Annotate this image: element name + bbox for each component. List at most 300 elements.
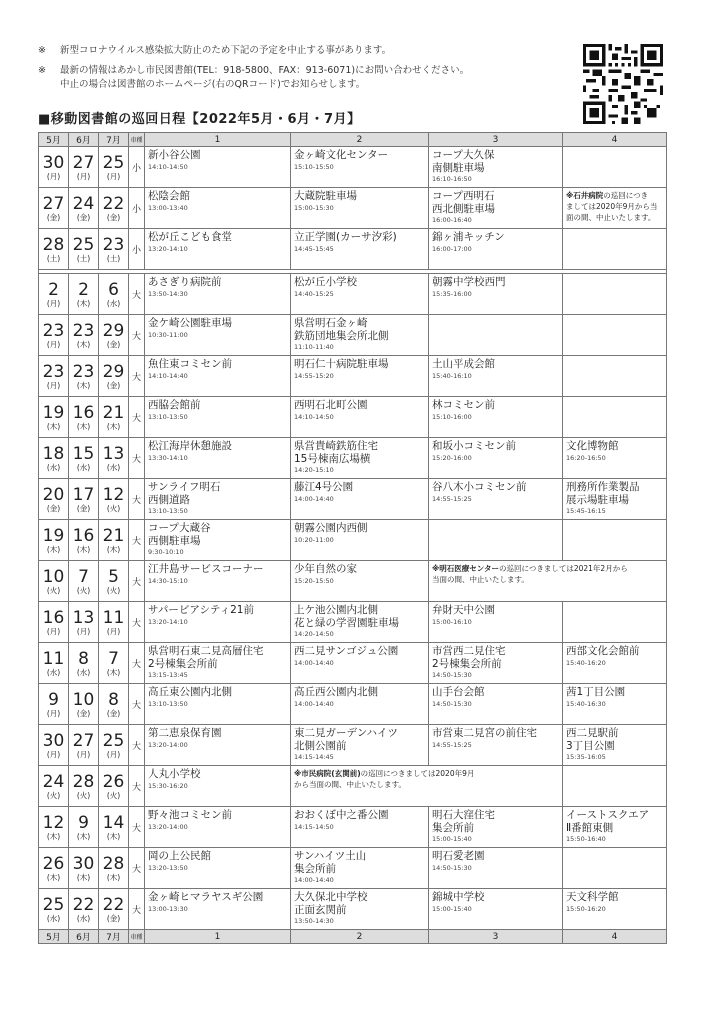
stop-name: 茜1丁目公園	[566, 686, 626, 698]
stop-time: 9:30-10:10	[148, 548, 184, 556]
stop-time: 15:35-16:05	[566, 753, 606, 761]
date-weekday: (土)	[46, 253, 61, 263]
stop-time: 16:20-16:50	[566, 453, 606, 462]
stop-time: 15:30-16:20	[148, 781, 188, 790]
stop-name: 展示場駐車場	[566, 493, 629, 506]
stop-name: Ⅱ番館東側	[566, 821, 614, 834]
stop-cell	[429, 356, 563, 397]
footer-july: 7月	[99, 930, 129, 944]
date-weekday: (木)	[46, 831, 61, 841]
stop-name: 谷八木小コミセン前	[432, 481, 527, 493]
stop-cell	[145, 188, 291, 229]
date-weekday: (火)	[76, 585, 91, 595]
stop-time: 15:00-15:40	[432, 835, 472, 843]
stop-note: 面の間、中止いたします。	[566, 213, 656, 222]
footer-stop-1: 1	[145, 930, 291, 944]
stop-name: 正面玄関前	[294, 903, 347, 916]
date-cell	[39, 766, 69, 807]
date-weekday: (木)	[76, 872, 91, 882]
date-cell	[99, 188, 129, 229]
date-weekday: (木)	[76, 339, 91, 349]
stop-name: 立正学園(カーサ汐彩)	[294, 231, 397, 243]
date-day: 2	[78, 279, 89, 300]
date-day: 10	[42, 566, 65, 587]
notice-line	[38, 64, 469, 92]
table-row	[39, 229, 667, 270]
stop-name: 和坂小コミセン前	[432, 440, 516, 452]
stop-cell	[429, 274, 563, 315]
stop-time: 15:50-16:40	[566, 835, 606, 843]
stop-cell	[429, 520, 563, 561]
stop-time: 11:10-11:40	[294, 343, 334, 351]
date-day: 27	[72, 152, 95, 173]
stop-cell	[563, 848, 667, 889]
date-weekday: (木)	[76, 380, 91, 390]
stop-name: おおくぼ中之番公園	[294, 809, 389, 821]
date-cell	[39, 229, 69, 270]
table-row	[39, 602, 667, 643]
stop-name: 錦城中学校	[432, 891, 485, 903]
date-day: 30	[42, 730, 65, 751]
stop-name: 県営明石金ヶ崎	[294, 317, 368, 329]
date-cell	[69, 147, 99, 188]
date-day: 23	[72, 361, 95, 382]
date-cell	[99, 889, 129, 930]
date-day: 28	[72, 771, 95, 792]
table-footer	[39, 930, 667, 944]
date-day: 2	[48, 279, 59, 300]
vehicle-type: 大	[129, 274, 145, 315]
stop-cell	[291, 188, 429, 229]
stop-cell	[563, 356, 667, 397]
stop-cell	[563, 229, 667, 270]
vehicle-type: 大	[129, 561, 145, 602]
notice-text-line: 最新の情報はあかし市民図書館(TEL：918-5800、FAX：913-6071)にお問い合わせください。	[60, 65, 470, 76]
stop-time: 16:00-17:00	[432, 244, 472, 253]
stop-cell	[429, 684, 563, 725]
vehicle-type: 大	[129, 520, 145, 561]
stop-time: 10:30-11:00	[148, 330, 188, 339]
stop-time: 13:20-13:50	[148, 863, 188, 872]
date-weekday: (月)	[76, 171, 91, 181]
stop-time: 13:15-13:45	[148, 671, 188, 679]
date-cell	[69, 274, 99, 315]
date-day: 14	[102, 812, 125, 833]
date-cell	[69, 229, 99, 270]
stop-cell	[145, 520, 291, 561]
stop-cell	[291, 561, 429, 602]
stop-name: 少年自然の家	[294, 563, 357, 575]
stop-name: サンハイツ土山	[294, 850, 367, 862]
stop-name: 西明石北町公園	[294, 399, 368, 411]
stop-time: 15:00-16:10	[432, 617, 472, 626]
date-weekday: (金)	[106, 212, 121, 222]
stop-name: 北側公園前	[294, 739, 347, 752]
stop-cell	[145, 848, 291, 889]
stop-cell	[563, 889, 667, 930]
table-row	[39, 643, 667, 684]
stop-time: 15:00-15:40	[432, 904, 472, 913]
date-cell	[39, 397, 69, 438]
date-day: 11	[42, 648, 65, 669]
stop-cell	[429, 229, 563, 270]
date-day: 21	[102, 525, 125, 546]
stop-name: サンライフ明石	[148, 481, 221, 493]
date-day: 19	[42, 525, 65, 546]
footer-june: 6月	[69, 930, 99, 944]
date-day: 19	[42, 402, 65, 423]
date-cell	[99, 356, 129, 397]
vehicle-type: 大	[129, 766, 145, 807]
stop-name: 土山平成会館	[432, 358, 495, 370]
date-weekday: (火)	[46, 790, 61, 800]
stop-cell	[563, 479, 667, 520]
stop-name: コープ大久保	[432, 149, 495, 161]
vehicle-type: 大	[129, 602, 145, 643]
stop-name: 市営東二見宮の前住宅	[432, 727, 537, 739]
date-cell	[69, 561, 99, 602]
schedule-table	[38, 132, 667, 944]
date-cell	[99, 274, 129, 315]
stop-cell	[429, 643, 563, 684]
footer-stop-3: 3	[429, 930, 563, 944]
date-day: 16	[72, 402, 95, 423]
stop-cell	[563, 725, 667, 766]
stop-name: 松江海岸休憩施設	[148, 440, 232, 452]
date-day: 20	[42, 484, 65, 505]
stop-time: 14:40-15:25	[294, 289, 334, 298]
table-row	[39, 315, 667, 356]
stop-cell	[429, 889, 563, 930]
date-cell	[99, 520, 129, 561]
table-row	[39, 356, 667, 397]
date-cell	[39, 356, 69, 397]
stop-cell	[145, 356, 291, 397]
stop-name: 15号棟南広場横	[294, 452, 371, 465]
date-day: 29	[102, 320, 125, 341]
stop-name: 新小谷公園	[148, 149, 201, 161]
date-weekday: (金)	[106, 339, 121, 349]
date-weekday: (木)	[46, 421, 61, 431]
stop-cell	[291, 438, 429, 479]
stop-cell	[563, 147, 667, 188]
date-weekday: (火)	[46, 585, 61, 595]
stop-name: 林コミセン前	[432, 399, 495, 411]
date-weekday: (月)	[106, 749, 121, 759]
header-stop-4: 4	[563, 133, 667, 147]
stop-cell	[145, 438, 291, 479]
stop-cell	[145, 684, 291, 725]
stop-name: 県営明石東二見高層住宅	[148, 645, 264, 657]
stop-cell	[291, 315, 429, 356]
stop-name: 西脇会館前	[148, 399, 201, 411]
date-weekday: (月)	[106, 171, 121, 181]
table-header	[39, 133, 667, 147]
date-day: 13	[72, 607, 95, 628]
footer-stop-4: 4	[563, 930, 667, 944]
stop-name: 山手台会館	[432, 686, 485, 698]
stop-time: 13:00-13:30	[148, 904, 188, 913]
date-weekday: (木)	[106, 831, 121, 841]
stop-cell	[291, 848, 429, 889]
stop-cell	[291, 397, 429, 438]
vehicle-type: 大	[129, 397, 145, 438]
stop-time: 13:50-14:30	[148, 289, 188, 298]
stop-name: 明石大窪住宅	[432, 809, 495, 821]
date-cell	[99, 147, 129, 188]
date-weekday: (木)	[76, 544, 91, 554]
date-day: 26	[42, 853, 65, 874]
date-cell	[69, 479, 99, 520]
stop-time: 13:20-14:00	[148, 822, 188, 831]
stop-time: 13:10-13:50	[148, 507, 188, 515]
date-weekday: (木)	[106, 421, 121, 431]
vehicle-type: 小	[129, 147, 145, 188]
date-cell	[39, 684, 69, 725]
stop-note: ※明石医療センターの巡回につきましては2021年2月から	[432, 564, 628, 573]
stop-time: 14:15-14:45	[294, 753, 334, 761]
date-cell	[69, 356, 99, 397]
date-day: 23	[102, 234, 125, 255]
date-weekday: (水)	[46, 667, 61, 677]
date-weekday: (木)	[76, 421, 91, 431]
date-day: 9	[48, 689, 59, 710]
date-weekday: (水)	[106, 462, 121, 472]
date-cell	[99, 561, 129, 602]
table-row	[39, 766, 667, 807]
date-day: 12	[42, 812, 65, 833]
stop-name: 松陰会館	[148, 190, 190, 202]
stop-name: 松が丘小学校	[294, 276, 357, 288]
stop-name: 東二見ガーデンハイツ	[294, 727, 399, 739]
date-day: 9	[78, 812, 89, 833]
date-weekday: (土)	[76, 253, 91, 263]
notice-mark: ※	[38, 65, 46, 76]
vehicle-type: 大	[129, 684, 145, 725]
date-cell	[69, 397, 99, 438]
page-title: ■移動図書館の巡回日程【2022年5月・6月・7月】	[38, 112, 361, 127]
vehicle-type: 小	[129, 188, 145, 229]
header-stop-1: 1	[145, 133, 291, 147]
date-day: 16	[42, 607, 65, 628]
date-weekday: (月)	[46, 749, 61, 759]
stop-name: 岡の上公民館	[148, 850, 211, 862]
date-cell	[39, 643, 69, 684]
date-weekday: (火)	[106, 790, 121, 800]
stop-name: 3丁目公園	[566, 739, 615, 752]
date-weekday: (水)	[106, 298, 121, 308]
date-cell	[99, 766, 129, 807]
stop-note: 当面の間、中止いたします。	[432, 575, 529, 584]
stop-cell	[291, 602, 429, 643]
table-row	[39, 188, 667, 229]
date-day: 8	[78, 648, 89, 669]
date-day: 27	[42, 193, 65, 214]
date-cell	[39, 520, 69, 561]
stop-name: 高丘東公園内北側	[148, 686, 232, 698]
stop-cell	[429, 479, 563, 520]
date-weekday: (月)	[76, 749, 91, 759]
date-day: 24	[72, 193, 95, 214]
stop-name: 集会所前	[432, 821, 474, 834]
stop-note: から当面の間、中止いたします。	[294, 780, 406, 789]
stop-cell	[145, 725, 291, 766]
stop-cell	[145, 397, 291, 438]
date-weekday: (水)	[76, 667, 91, 677]
stop-name: 西部文化会館前	[566, 645, 640, 657]
stop-time: 14:15-14:50	[294, 822, 334, 831]
stop-time: 14:55-15:25	[432, 494, 472, 503]
date-day: 26	[102, 771, 125, 792]
notice-mark: ※	[38, 45, 46, 56]
date-weekday: (月)	[46, 298, 61, 308]
date-cell	[39, 807, 69, 848]
stop-cell	[563, 438, 667, 479]
date-cell	[39, 147, 69, 188]
qr-code-icon[interactable]	[583, 44, 663, 124]
date-cell	[69, 520, 99, 561]
stop-cell	[291, 889, 429, 930]
date-weekday: (水)	[76, 913, 91, 923]
stop-time: 16:10-16:50	[432, 175, 472, 183]
date-weekday: (月)	[46, 171, 61, 181]
date-day: 22	[102, 894, 125, 915]
date-cell	[39, 889, 69, 930]
stop-cell	[145, 602, 291, 643]
stop-time: 15:40-16:10	[432, 371, 472, 380]
stop-cell	[291, 147, 429, 188]
stop-cell	[563, 315, 667, 356]
date-weekday: (月)	[46, 339, 61, 349]
date-cell	[99, 397, 129, 438]
table-row	[39, 725, 667, 766]
date-cell	[69, 848, 99, 889]
date-cell	[69, 602, 99, 643]
stop-time: 15:10-16:00	[432, 412, 472, 421]
stop-time: 14:00-14:40	[294, 658, 334, 667]
stop-cell	[291, 725, 429, 766]
date-day: 17	[72, 484, 95, 505]
date-weekday: (木)	[106, 872, 121, 882]
stop-time: 15:40-16:30	[566, 699, 606, 708]
vehicle-type: 大	[129, 643, 145, 684]
stop-name: 人丸小学校	[148, 768, 201, 780]
date-day: 30	[42, 152, 65, 173]
stop-cell	[563, 520, 667, 561]
header-stop-2: 2	[291, 133, 429, 147]
footer-stop-2: 2	[291, 930, 429, 944]
date-weekday: (金)	[76, 503, 91, 513]
date-weekday: (木)	[106, 544, 121, 554]
date-cell	[69, 807, 99, 848]
stop-name: 野々池コミセン前	[148, 809, 232, 821]
stop-time: 16:00-16:40	[432, 216, 472, 224]
date-cell	[39, 561, 69, 602]
date-day: 25	[72, 234, 95, 255]
stop-time: 14:50-15:30	[432, 863, 472, 872]
header-vehicle: 車種	[129, 133, 145, 147]
stop-time: 14:50-15:30	[432, 671, 472, 679]
date-weekday: (火)	[106, 585, 121, 595]
stop-name: コープ大蔵谷	[148, 522, 211, 534]
stop-name: あさぎり病院前	[148, 276, 222, 288]
stop-cell	[145, 889, 291, 930]
stop-time: 14:55-15:25	[432, 740, 472, 749]
date-weekday: (土)	[106, 253, 121, 263]
date-day: 18	[42, 443, 65, 464]
stop-cell	[429, 438, 563, 479]
stop-name: 大蔵院駐車場	[294, 190, 357, 202]
date-day: 25	[102, 730, 125, 751]
table-row	[39, 807, 667, 848]
stop-cell	[291, 520, 429, 561]
stop-cell	[291, 479, 429, 520]
stop-cell	[563, 188, 667, 229]
stop-name: 大久保北中学校	[294, 891, 368, 903]
stop-name: 2号棟集会所前	[432, 657, 502, 670]
date-cell	[99, 479, 129, 520]
stop-name: 上ケ池公園内北側	[294, 604, 378, 616]
date-day: 28	[42, 234, 65, 255]
stop-name: 松が丘こども食堂	[148, 231, 232, 243]
date-cell	[69, 725, 99, 766]
vehicle-type: 大	[129, 315, 145, 356]
date-cell	[99, 643, 129, 684]
stop-name: 西側道路	[148, 493, 190, 506]
notice-line	[38, 44, 469, 58]
stop-time: 15:35-16:00	[432, 289, 472, 298]
stop-time: 14:45-15:45	[294, 244, 334, 253]
stop-time: 15:20-15:50	[294, 576, 334, 585]
stop-name: 錦ヶ浦キッチン	[432, 231, 505, 243]
date-weekday: (火)	[76, 790, 91, 800]
date-day: 7	[78, 566, 89, 587]
date-weekday: (月)	[106, 626, 121, 636]
date-cell	[69, 766, 99, 807]
vehicle-type: 小	[129, 229, 145, 270]
stop-time: 14:30-15:10	[148, 576, 188, 585]
stop-cell	[429, 188, 563, 229]
date-day: 7	[108, 648, 119, 669]
date-cell	[69, 188, 99, 229]
stop-cell	[291, 684, 429, 725]
date-weekday: (金)	[46, 212, 61, 222]
date-day: 25	[42, 894, 65, 915]
stop-cell	[145, 274, 291, 315]
table-row	[39, 438, 667, 479]
stop-time: 15:45-16:15	[566, 507, 606, 515]
date-cell	[69, 643, 99, 684]
header-july: 7月	[99, 133, 129, 147]
notice-text-line: 新型コロナウイルス感染拡大防止のため下記の予定を中止する事があります。	[60, 45, 392, 56]
date-cell	[39, 315, 69, 356]
stop-cell	[291, 274, 429, 315]
stop-cell	[145, 479, 291, 520]
date-day: 5	[108, 566, 119, 587]
date-cell	[69, 889, 99, 930]
table-row	[39, 684, 667, 725]
stop-cell	[145, 561, 291, 602]
stop-name: 江井島サービスコーナー	[148, 563, 264, 575]
footer-may: 5月	[39, 930, 69, 944]
date-weekday: (金)	[76, 212, 91, 222]
stop-time: 14:10-14:40	[148, 371, 188, 380]
notice-text	[60, 64, 469, 92]
stop-cell	[563, 602, 667, 643]
stop-time: 14:00-14:40	[294, 494, 334, 503]
notice-block	[38, 44, 469, 98]
stop-name: 市営西二見住宅	[432, 645, 506, 657]
